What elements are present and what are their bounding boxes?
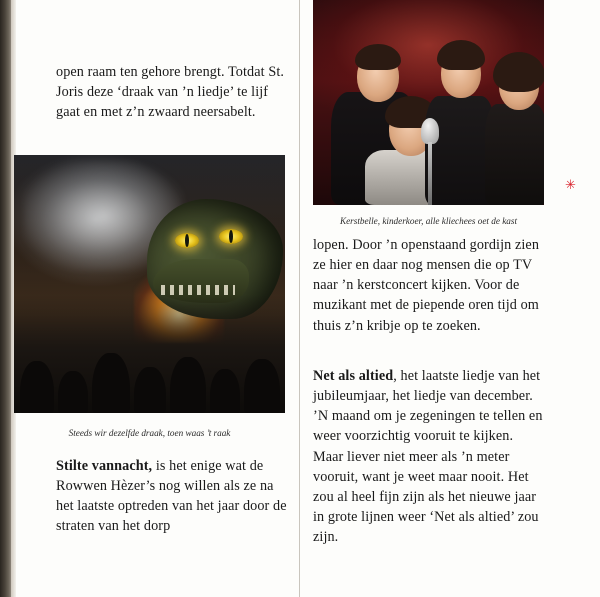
right-column-paragraph-1-block — [313, 235, 544, 336]
crowd-head — [20, 361, 54, 413]
crowd-head — [134, 367, 166, 413]
right-paragraph-1: lopen. Door ’n openstaand gordijn zien ze hier en daar nog mensen die op TV naar ’n kerstconcert kijken. Voor de muzikant met de piepende oren tijd om thuis z’n kribje op te zoeken. — [313, 237, 540, 334]
microphone-icon — [421, 118, 439, 144]
crowd-head — [92, 353, 130, 413]
dragon-teeth — [161, 285, 235, 295]
crowd-head — [244, 359, 280, 413]
left-paragraph-2-rest: is het enige wat de Rowwen Hèzer’s nog willen als ze na het laatste optreden van het jaar door de straten van het dorp — [56, 458, 287, 535]
crowd-silhouette-band — [14, 295, 285, 413]
family-choir-photo — [313, 0, 544, 205]
left-paragraph-2-lead: Stilte vannacht, — [56, 458, 153, 474]
crowd-head — [210, 369, 240, 413]
microphone-stand — [428, 142, 432, 205]
book-spine — [0, 0, 11, 597]
dragon-photo-caption: Steeds wir dezelfde draak, toen waas ’t raak — [68, 428, 231, 438]
red-asterisk-icon: ✳ — [565, 177, 576, 192]
crowd-head — [58, 371, 88, 413]
dragon-performance-photo — [14, 155, 285, 413]
person-girl-right-hair — [493, 52, 544, 92]
dragon-eye-left — [175, 233, 199, 248]
right-paragraph-2-lead: Net als altied — [313, 368, 394, 384]
left-paragraph-2 — [56, 456, 287, 537]
right-column-paragraph-2-block — [313, 366, 544, 547]
left-column-paragraph-1-block — [56, 62, 287, 122]
choir-photo-caption: Kerstbelle, kinderkoer, alle kliechees oet de kast — [339, 216, 518, 226]
person-girl-right-body — [485, 104, 544, 205]
left-paragraph-1: open raam ten gehore brengt. Totdat St. Joris deze ‘draak van ’n liedje’ te lijf gaat en met z’n zwaard neersabelt. — [56, 64, 285, 121]
dragon-photo-caption-block — [14, 422, 285, 440]
right-paragraph-2 — [313, 366, 544, 547]
right-paragraph-2-rest: , het laatste liedje van het jubileumjaar, het liedje van december. ’N maand om je zegeningen te tellen en weer voorzichtig vooruit te kijken. Maar liever niet meer als ’n meter vooruit, want je weet maar nooit. Het zou al heel fijn zijn als het nieuwe jaar in grote lijnen weer ‘Net als altied’ zou zijn. — [313, 368, 543, 546]
choir-photo-caption-block — [313, 210, 544, 228]
crowd-head — [170, 357, 206, 413]
dragon-eye-right — [219, 229, 243, 244]
person-man-hair — [355, 44, 401, 70]
left-column-paragraph-2-block — [56, 456, 287, 537]
column-divider — [299, 0, 300, 597]
